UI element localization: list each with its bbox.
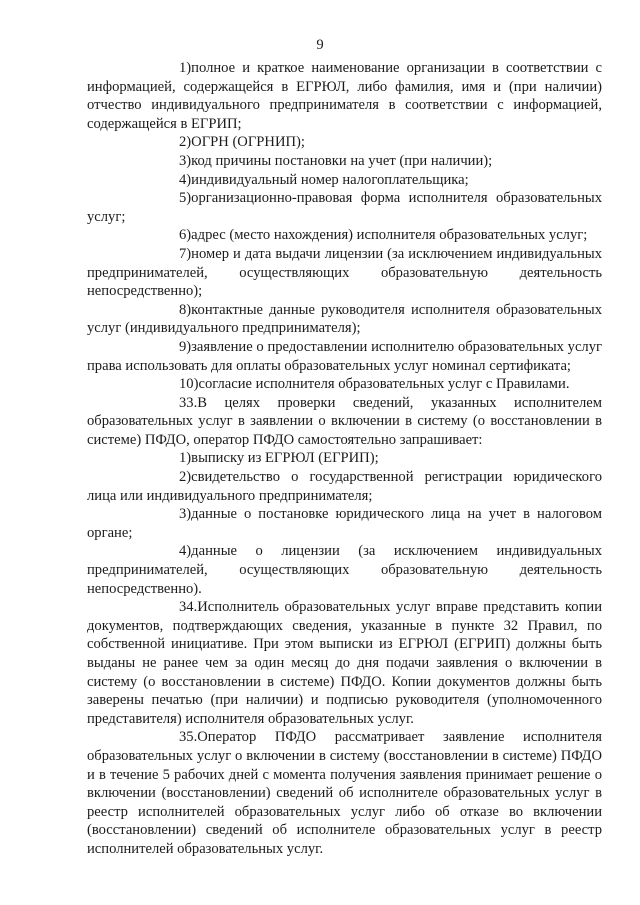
item-text: свидетельство о государственной регистрации юридического лица или индивидуального предпринимателя;	[87, 469, 602, 504]
item-number: 9)	[179, 338, 192, 355]
item-text: контактные данные руководителя исполнителя образовательных услуг (индивидуального предпринимателя);	[87, 301, 602, 337]
item-number: 6)	[179, 227, 192, 244]
list-item-consent	[87, 375, 602, 394]
list-item-address	[87, 226, 602, 245]
item-number: 1)	[179, 450, 192, 467]
item-text: номер и дата выдачи лицензии (за исключением индивидуальных предпринимателей, осуществляющих образовательную деятельность непосредственно);	[87, 245, 602, 300]
list-item-tax-registration	[87, 505, 602, 542]
item-number: 7)	[179, 245, 192, 262]
item-number: 5)	[179, 190, 192, 207]
item-text: организационно-правовая форма исполнителя образовательных услуг;	[87, 190, 602, 225]
document-body	[87, 59, 602, 859]
clause-35	[87, 728, 602, 858]
clause-text: В целях проверки сведений, указанных исполнителем образовательных услуг в заявлении о включении в систему (о восстановлении в системе) ПФДО, оператор ПФДО самостоятельно запрашивает:	[87, 394, 602, 448]
clause-number: 35.	[179, 729, 198, 746]
item-text: индивидуальный номер налогоплательщика;	[191, 171, 469, 188]
list-item-legal-form	[87, 189, 602, 226]
item-text: полное и краткое наименование организации в соответствии с информацией, содержащейся в ЕГРЮЛ, либо фамилия, имя и (при наличии) отчество индивидуального предпринимателя в соответствии с информацией, содержащейся в ЕГРИП;	[87, 60, 602, 132]
clause-33	[87, 394, 602, 450]
item-text: ОГРН (ОГРНИП);	[191, 134, 305, 151]
item-text: данные о лицензии (за исключением индивидуальных предпринимателей, осуществляющих образовательную деятельность непосредственно).	[87, 543, 602, 597]
list-item-egrul-extract	[87, 449, 602, 468]
list-item-registration-certificate	[87, 468, 602, 505]
list-item-inn	[87, 171, 602, 190]
item-number: 2)	[179, 134, 192, 151]
list-item-kpp	[87, 152, 602, 171]
list-item-application	[87, 338, 602, 375]
item-text: код причины постановки на учет (при наличии);	[191, 152, 493, 169]
item-number: 4)	[179, 171, 192, 188]
item-text: согласие исполнителя образовательных услуг с Правилами.	[198, 376, 570, 393]
list-item-contacts	[87, 301, 602, 338]
item-number: 8)	[179, 301, 192, 318]
item-number: 4)	[179, 543, 192, 560]
clause-text: Оператор ПФДО рассматривает заявление исполнителя образовательных услуг о включении в систему (восстановлении в системе) ПФДО и в течение 5 рабочих дней с момента получения заявления принимает решение о включении (восстановлении) сведений об исполнителе образовательных услуг в реестр исполнителей образовательных услуг либо об отказе во включении (восстановлении) сведений об исполнителе образовательных услуг в реестр исполнителей образовательных услуг.	[87, 729, 602, 857]
clause-number: 33.	[179, 394, 198, 411]
page-number: 9	[316, 37, 324, 53]
list-item-license	[87, 245, 602, 301]
item-text: данные о постановке юридического лица на учет в налоговом органе;	[87, 506, 602, 541]
item-number: 3)	[179, 506, 192, 523]
list-item-ogrn	[87, 133, 602, 152]
item-text: адрес (место нахождения) исполнителя образовательных услуг;	[191, 227, 588, 244]
item-text: заявление о предоставлении исполнителю образовательных услуг права использовать для оплаты образовательных услуг номинал сертификата;	[87, 338, 602, 374]
clause-34	[87, 598, 602, 728]
list-item-license-data	[87, 542, 602, 598]
item-number: 3)	[179, 152, 192, 169]
item-text: выписку из ЕГРЮЛ (ЕГРИП);	[191, 450, 379, 467]
list-item-name	[87, 59, 602, 133]
clause-text: Исполнитель образовательных услуг вправе представить копии документов, подтверждающих сведения, указанные в пункте 32 Правил, по собственной инициативе. При этом выписки из ЕГРЮЛ (ЕГРИП) должны быть выданы не ранее чем за один месяц до дня подачи заявления о включении в систему (о восстановлении в системе) ПФДО. Копии документов должны быть заверены печатью (при наличии) и подписью руководителя (уполномоченного представителя) исполнителя образовательных услуг.	[87, 599, 602, 727]
item-number: 2)	[179, 469, 192, 486]
item-number: 10)	[179, 376, 199, 393]
clause-number: 34.	[179, 599, 198, 616]
item-number: 1)	[179, 60, 192, 76]
